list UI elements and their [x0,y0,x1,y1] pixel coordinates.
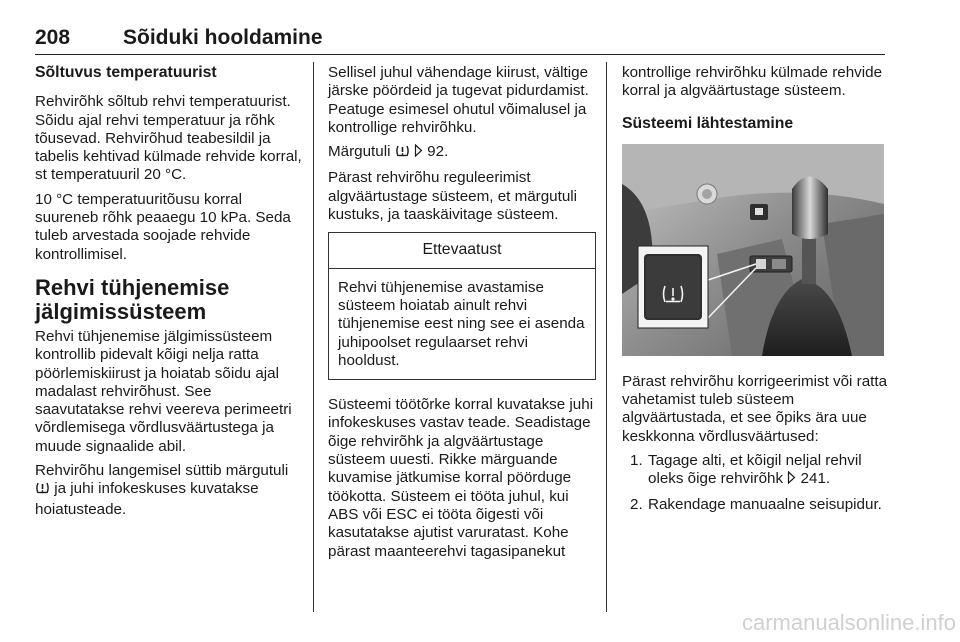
paragraph: kontrollige rehvirõhku külmade rehvide korral ja algväärtustage süsteem. [622,64,883,100]
list-item-number: 1. [630,452,643,470]
paragraph [35,462,303,519]
paragraph: Rehvi tühjenemise jälgimissüsteem kontrollib pidevalt kõigi nelja ratta pöörlemiskiirust ja hoiatab sõidu ajal madalast rehvirõhust. See saavutatakse rehvi veereva perimeetri võrdlemisega võrdlusväärtustega ja muude signaalide abil. [35,327,292,455]
page-reference[interactable]: 241. [800,470,831,488]
tyre-pressure-warning-icon [35,481,50,500]
page-number: 208 [35,26,71,49]
paragraph: Rehvirõhk sõltub rehvi temperatuurist. Sõidu ajal rehvi temperatuur ja rõhk tõusevad. Rehvirõhud teabesildil ja tabelis kehtivad külmade rehvide korral, st temperatuuril 20 °C. [35,93,302,184]
heading-temperature: Sõltuvus temperatuurist [35,64,217,81]
column-2 [328,64,596,567]
page-reference-arrow-icon [787,471,796,489]
paragraph [328,143,596,163]
paragraph-text: Rehvirõhu langemisel süttib märgutuli [35,462,289,480]
list-item-text: Rakendage manuaalne seisupidur. [648,495,882,513]
column-3 [622,64,890,520]
page-header [35,24,885,58]
paragraph: Sellisel juhul vähendage kiirust, vältige järske pöördeid ja tugevat pidurdamist. Peatuge esimesel ohutul võimalusel ja kontrollige rehvirõhku. [328,64,589,136]
paragraph: Pärast rehvirõhu reguleerimist algväärtustage süsteem, et märgutuli kustuks, ja taaskäivitage süsteem. [328,169,578,224]
tyre-pressure-warning-icon [395,144,410,163]
column-divider [313,62,314,612]
page-reference-arrow-icon [414,144,423,162]
warning-body: Rehvi tühjenemise avastamise süsteem hoiatab ainult rehvi tühjenemise eest ning see ei asenda juhipoolset regulaarset rehvi hooldust. [338,278,585,369]
list-item-number: 2. [630,495,643,513]
column-1 [35,64,303,525]
watermark: carmanualsonline.info [741,610,956,635]
header-rule [35,54,885,55]
list-item [622,452,890,490]
column-divider [606,62,607,612]
paragraph: Pärast rehvirõhu korrigeerimist või ratta vahetamist tuleb süsteem algväärtustada, et see õpiks ära uue keskkonna võrdlusväärtused: [622,372,888,445]
warning-box [328,232,596,380]
list-item-text: Tagage alti, et kõigil neljal rehvil oleks õige rehvirõhk [648,452,862,488]
steps-list [622,452,890,514]
page-reference[interactable]: 92. [427,143,449,161]
center-console-illustration [622,144,884,356]
heading-monitoring-system: Rehvi tühjenemise jälgimissüsteem [35,274,230,324]
warning-title: Ettevaatust [329,233,595,268]
list-item [622,496,890,514]
heading-system-reset: Süsteemi lähtestamine [622,114,794,132]
paragraph: Süsteemi töötõrke korral kuvatakse juhi infokeskuses vastav teade. Seadistage õige rehvirõhk ja algväärtustage süsteem uuesti. Rikke märguande kuvamise jätkumise korral pöörduge töökotta. Süsteem ei tööta juhul, kui ABS või ESC ei tööta õigesti või kasutatakse ajutist varuratast. Kohe pärast maanteerehvi tagasipanekut [328,396,594,560]
chapter-title: Sõiduki hooldamine [123,26,323,49]
paragraph-text: Märgutuli [328,143,391,161]
paragraph: 10 °C temperatuuritõusu korral suureneb rõhk peaaegu 10 kPa. Seda tuleb arvestada soojade rehvide kontrollimisel. [35,190,291,263]
paragraph-text: ja juhi infokeskuses kuvatakse hoiatusteade. [35,480,259,518]
